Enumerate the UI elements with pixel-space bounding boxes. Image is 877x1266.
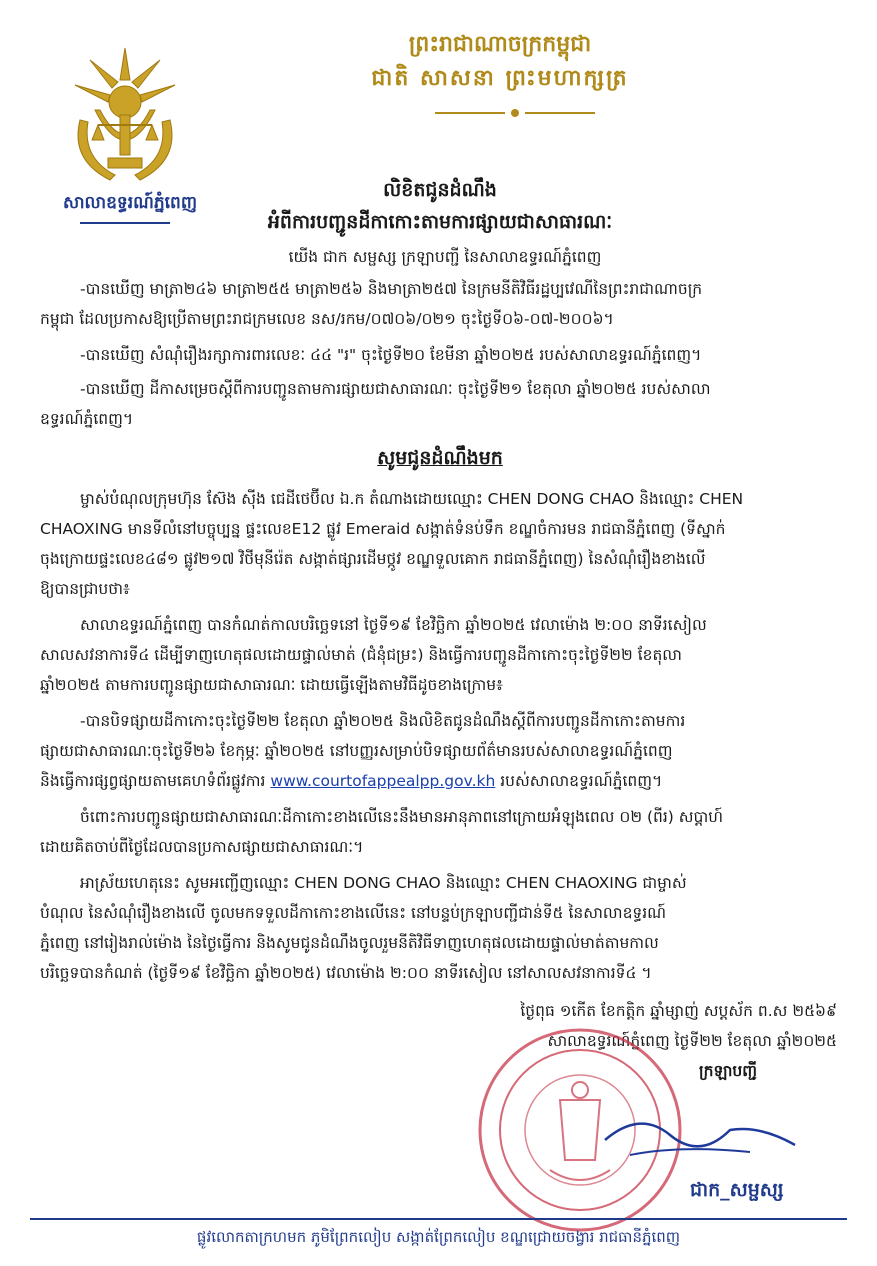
kingdom-name: ព្រះរាជាណាចក្រកម្ពុជា [408,32,592,57]
paragraph-7-line-2: ដោយគិតចាប់ពីថ្ងៃដែលបានប្រកាសផ្សាយជាសាធារណៈ។ [40,838,364,856]
paragraph-8-line-3: ភ្នំពេញ នៅរៀងរាល់ម៉ោង នៃថ្ងៃធ្វើការ និងសូមជូនដំណឹងចូលរួមនីតិវិធីទាញហេតុផលដោយផ្ទាល់មាត់តាមកាល [40,934,659,952]
paragraph-4-line-2: CHAOXING មានទីលំនៅបច្ចុប្បន្ន ផ្ទះលេខE12 ផ្លូវ Emeraid សង្កាត់ទំនប់ទឹក ខណ្ឌចំការមន រាជធានីភ្នំពេញ (ទីស្នាក់ [40,520,726,538]
paragraph-6-line-2: ផ្សាយជាសាធារណៈចុះថ្ងៃទី២៦ ខែកុម្ភៈ ឆ្នាំ២០២៥ នៅបញ្ញរសម្រាប់បិទផ្សាយព័ត៌មានរបស់សាលាឧទ្ធរណ៍ភ្នំពេញ [40,742,673,760]
paragraph-4-line-4: ឱ្យបានជ្រាបថា៖ [40,580,130,598]
national-motto: ជាតិ សាសនា ព្រះមហាក្សត្រ [371,66,629,91]
paragraph-6-line-3-start: និងធ្វើការផ្សព្វផ្សាយតាមគេហទំព័រផ្លូវការ [40,772,266,790]
paragraph-3-line-2: ឧទ្ធរណ៍ភ្នំពេញ។ [40,410,134,428]
section-heading: សូមជូនដំណឹងមក [377,447,503,469]
court-website-link[interactable]: www.courtofappealpp.gov.kh [270,772,496,790]
paragraph-8-line-1: អាស្រ័យហេតុនេះ សូមអញ្ជើញឈ្មោះ CHEN DONG CHAO និងឈ្មោះ CHEN CHAOXING ជាម្ចាស់ [80,874,687,892]
court-emblem-icon [60,40,190,190]
paragraph-4-line-3: ចុងក្រោយផ្ទះលេខ៤៨១ ផ្លូវ២១៧ វិថីមុនីរ៉េត សង្កាត់ផ្សារដើមថ្កូវ ខណ្ឌទួលគោក រាជធានីភ្នំពេញ) នៃសំណុំរឿងខាងលើ [40,550,706,568]
paragraph-8-line-4: បរិច្ឆេទបានកំណត់ (ថ្ងៃទី១៩ ខែវិច្ឆិកា ឆ្នាំ២០២៥) វេលាម៉ោង ២:០០ នាទីរសៀល នៅសាលសវនាការទី៤ ។ [40,964,652,982]
paragraph-6-line-1: -បានបិទផ្សាយដីកាកោះចុះថ្ងៃទី២២ ខែតុលា ឆ្នាំ២០២៥ និងលិខិតជូនដំណឹងស្តីពីការបញ្ជូនដីកាកោះតាមការ [80,712,686,730]
paragraph-2: -បានឃើញ សំណុំរឿងរក្សាការពារលេខៈ ៤៤ "រ" ចុះថ្ងៃទី២០ ខែមីនា ឆ្នាំ២០២៥ របស់សាលាឧទ្ធរណ៍ភ្នំពេញ។ [80,346,702,364]
signer-role: ក្រឡាបញ្ជី [699,1062,757,1080]
paragraph-1-line-1: -បានឃើញ មាត្រា២៤៦ មាត្រា២៥៥ មាត្រា២៥៦ និងមាត្រា២៥៧ នៃក្រមនីតិវិធីរដ្ឋប្បវេណីនៃព្រះរាជាណាចក្រ [80,280,703,298]
paragraph-5-line-3: ឆ្នាំ២០២៥ តាមការបញ្ជូនផ្សាយជាសាធារណៈ ដោយធ្វើឡើងតាមវិធីដូចខាងក្រោម៖ [40,676,503,694]
paragraph-7-line-1: ចំពោះការបញ្ជូនផ្សាយជាសាធារណៈដីកាកោះខាងលើនេះនឹងមានអានុភាពនៅក្រោយអំឡុងពេល ០២ (ពីរ) សប្តាហ៍ [80,808,724,826]
paragraph-8-line-2: បំណុល នៃសំណុំរឿងខាងលើ ចូលមកទទួលដីកាកោះខាងលើនេះ នៅបន្ទប់ក្រឡាបញ្ជីជាន់ទី៥ នៃសាលាឧទ្ធរណ៍ [40,904,667,922]
notice-subtitle: អំពីការបញ្ជូនដីកាកោះតាមការផ្សាយជាសាធារណៈ [267,211,613,233]
footer-address: ផ្លូវលោកតាក្រហមក ភូមិព្រែកលៀប សង្កាត់ព្រែកលៀប ខណ្ឌជ្រោយចង្វារ រាជធានីភ្នំពេញ [196,1228,681,1246]
paragraph-6-line-3 [40,766,850,796]
place-and-date: សាលាឧទ្ធរណ៍ភ្នំពេញ ថ្ងៃទី២២ ខែតុលា ឆ្នាំ២០២៥ [547,1032,837,1050]
paragraph-6-line-3-end: របស់សាលាឧទ្ធរណ៍ភ្នំពេញ។ [500,772,663,790]
paragraph-5-line-1: សាលាឧទ្ធរណ៍ភ្នំពេញ បានកំណត់កាលបរិច្ឆេទនៅ ថ្ងៃទី១៩ ខែវិច្ឆិកា ឆ្នាំ២០២៥ វេលាម៉ោង ២:០០ នាទីរសៀល [80,616,707,634]
notice-title: លិខិតជូនដំណឹង [383,179,497,201]
paragraph-4-line-1: ម្ចាស់បំណុលក្រុមហ៊ុន ស៊ែង ស៊ីង ជេដីថេប៊ីល ឯ.ក តំណាងដោយឈ្មោះ CHEN DONG CHAO និងឈ្មោះ CHEN [80,490,744,508]
paragraph-5-line-2: សាលសវនាការទី៤ ដើម្បីទាញហេតុផលដោយផ្ទាល់មាត់ (ជំនុំជម្រះ) និងធ្វើការបញ្ជូនដីកាកោះចុះថ្ងៃទី២២ ខែតុលា [40,646,682,664]
ornament-divider-icon [430,106,600,120]
footer-divider [30,1218,847,1220]
signer-name: ជាក_សម្ផស្ស [690,1179,784,1201]
handwritten-signature-icon [600,1100,800,1170]
court-name: សាលាឧទ្ធរណ៍ភ្នំពេញ [62,193,198,213]
paragraph-3-line-1: -បានឃើញ ដីកាសម្រេចស្តីពីការបញ្ជូនតាមការផ្សាយជាសាធារណៈ ចុះថ្ងៃទី២១ ខែតុលា ឆ្នាំ២០២៥ របស់សាលា [80,380,711,398]
kingdom-motto [330,28,670,96]
lunar-date: ថ្ងៃពុធ ១កើត ខែកត្តិក ឆ្នាំម្សាញ់ សប្តស័ក ព.ស ២៥៦៩ [520,1002,837,1020]
paragraph-1-line-2: កម្ពុជា ដែលប្រកាសឱ្យប្រើតាមព្រះរាជក្រមលេខ នស/រកម/០៧០៦/០២១ ចុះថ្ងៃទី០៦-០៧-២០០៦។ [40,310,614,328]
intro-line: យើង ជាក សម្ផស្ស ក្រឡាបញ្ជី នៃសាលាឧទ្ធរណ៍ភ្នំពេញ [288,248,602,266]
